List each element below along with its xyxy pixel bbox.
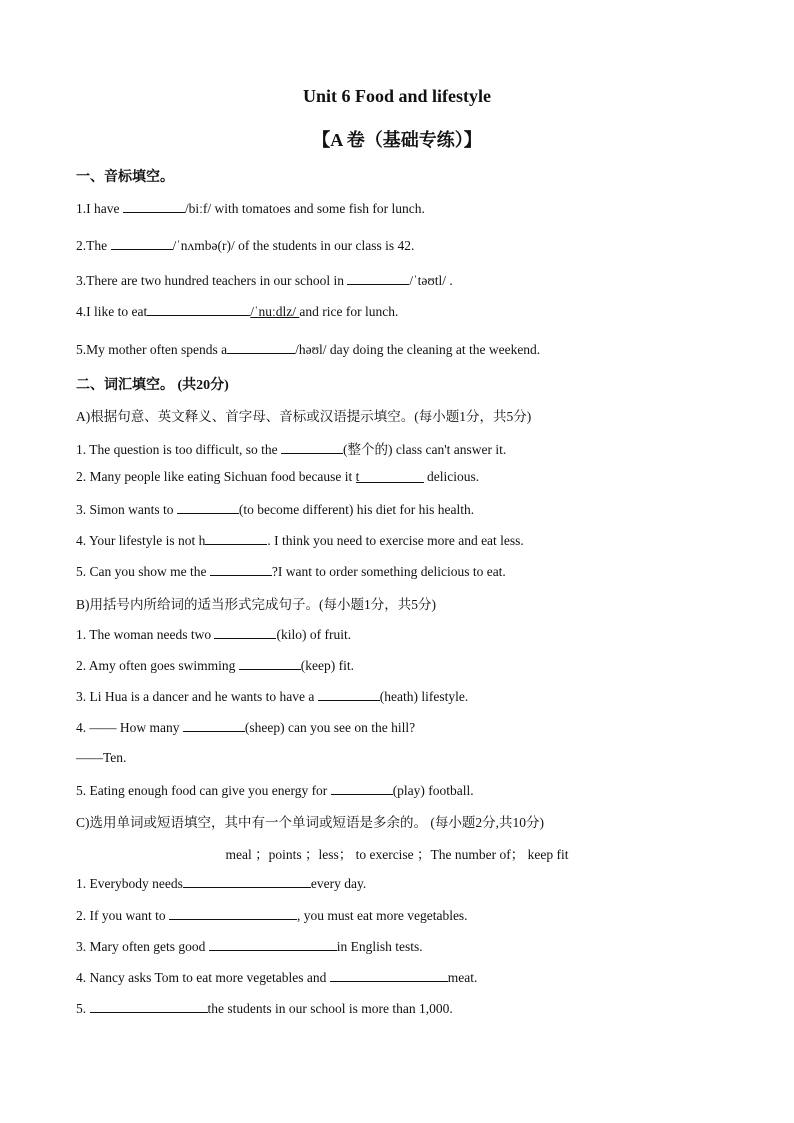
part-a-heading: A)根据句意、英文释义、首字母、音标或汉语提示填空。(每小题1分，共5分): [76, 409, 532, 424]
answer-blank[interactable]: [318, 687, 380, 701]
answer-blank[interactable]: [227, 340, 295, 354]
c-question-3: 3. Mary often gets good in English tests.: [76, 939, 423, 954]
a-question-4: 4. Your lifestyle is not h . I think you need to exercise more and eat less.: [76, 533, 524, 548]
section-2-heading: 二、词汇填空。 (共20分): [76, 378, 229, 393]
b-question-4: 4. —— How many (sheep) can you see on the hill?: [76, 720, 416, 735]
c-question-5: 5. the students in our school is more than 1,000.: [76, 1001, 453, 1016]
answer-blank[interactable]: [183, 874, 311, 888]
part-b-heading: B)用括号内所给词的适当形式完成句子。(每小题1分，共5分): [76, 597, 436, 612]
b-question-3: 3. Li Hua is a dancer and he wants to have a (heath) lifestyle.: [76, 689, 469, 704]
answer-blank[interactable]: [214, 625, 276, 639]
answer-blank[interactable]: [330, 968, 448, 982]
answer-blank[interactable]: [123, 199, 185, 213]
answer-blank[interactable]: [147, 302, 250, 316]
b-question-5: 5. Eating enough food can give you energy for (play) football.: [76, 783, 474, 798]
word-bank: meal ；points ；less； to exercise ；The number of； keep fit: [225, 847, 569, 862]
answer-blank[interactable]: [209, 937, 337, 951]
answer-blank[interactable]: [177, 500, 239, 514]
section-1-heading: 一、音标填空。: [76, 170, 174, 185]
part-c-heading: C)选用单词或短语填空，其中有一个单词或短语是多余的。 (每小题2分,共10分): [76, 815, 544, 830]
answer-blank[interactable]: t: [356, 469, 424, 483]
b-question-1: 1. The woman needs two (kilo) of fruit.: [76, 627, 352, 642]
a-question-3: 3. Simon wants to (to become different) his diet for his health.: [76, 502, 475, 517]
s1-question-2: 2.The /ˈnʌmbə(r)/ of the students in our class is 42.: [76, 238, 415, 253]
answer-blank[interactable]: [331, 781, 393, 795]
answer-blank[interactable]: [169, 906, 297, 920]
a-question-1: 1. The question is too difficult, so the (整个的) class can't answer it.: [76, 442, 507, 457]
a-question-2: 2. Many people like eating Sichuan food because it t delicious.: [76, 469, 480, 484]
b-question-2: 2. Amy often goes swimming (keep) fit.: [76, 658, 354, 673]
b-question-4-answer: ——Ten.: [76, 750, 127, 765]
s1-question-1: 1.I have /biːf/ with tomatoes and some fish for lunch.: [76, 201, 425, 216]
answer-blank[interactable]: [347, 271, 409, 285]
answer-blank[interactable]: [210, 562, 272, 576]
s1-question-4: 4.I like to eat /ˈnuːdlz/ and rice for lunch.: [76, 304, 399, 319]
c-question-2: 2. If you want to , you must eat more vegetables.: [76, 908, 468, 923]
page-subtitle: 【A 卷（基础专练）】: [312, 130, 482, 150]
c-question-1: 1. Everybody needs every day.: [76, 876, 367, 891]
answer-blank[interactable]: [90, 999, 208, 1013]
answer-blank[interactable]: [281, 440, 343, 454]
answer-blank[interactable]: [111, 236, 173, 250]
a-question-5: 5. Can you show me the ?I want to order something delicious to eat.: [76, 564, 506, 579]
answer-blank[interactable]: [205, 531, 267, 545]
s1-question-5: 5.My mother often spends a /həʊl/ day doing the cleaning at the weekend.: [76, 342, 541, 357]
s1-question-3: 3.There are two hundred teachers in our school in /ˈtəʊtl/ .: [76, 273, 453, 288]
page-title: Unit 6 Food and lifestyle: [302, 86, 491, 106]
answer-blank[interactable]: [183, 718, 245, 732]
c-question-4: 4. Nancy asks Tom to eat more vegetables and meat.: [76, 970, 478, 985]
answer-blank[interactable]: [239, 656, 301, 670]
